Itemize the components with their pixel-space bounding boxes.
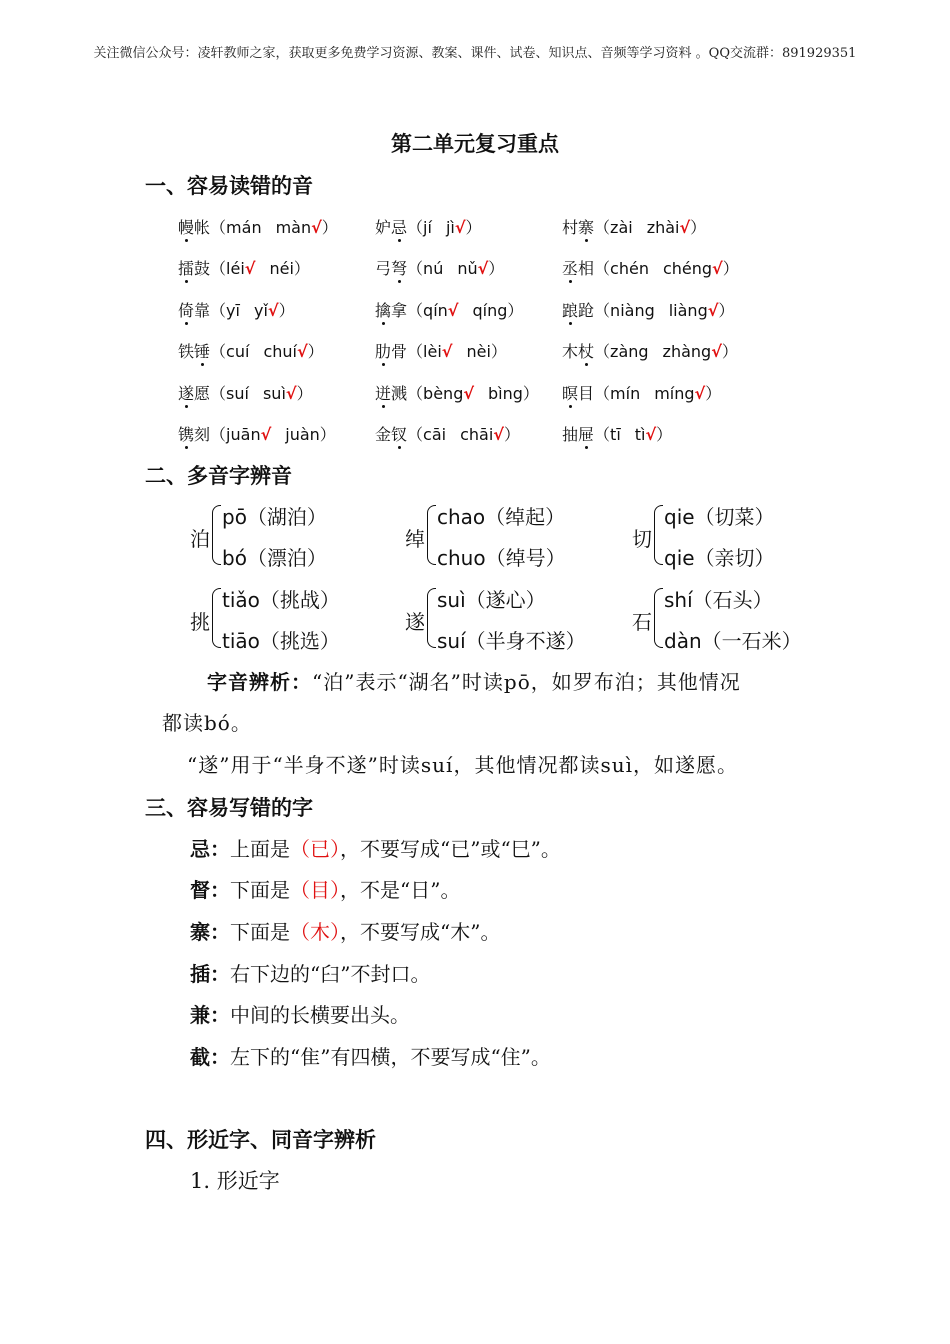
word-char: 抽 — [562, 425, 579, 444]
pinyin-item — [562, 215, 706, 238]
analysis-text-1: “泊”表示“湖名”时读pō，如罗布泊；其他情况 — [312, 670, 741, 694]
reading-2 — [664, 542, 775, 571]
word-char: 骨 — [391, 342, 408, 361]
open-paren: （ — [594, 301, 611, 320]
pinyin-item — [562, 381, 721, 404]
close-paren: ） — [507, 301, 524, 320]
pinyin-item — [178, 298, 295, 321]
open-paren: （ — [594, 218, 611, 237]
brace — [654, 505, 663, 565]
wrong-char-item — [190, 1041, 551, 1070]
pinyin-option-a: lèi — [423, 342, 442, 361]
word-char: 目 — [578, 384, 595, 403]
correct-part: （木） — [290, 920, 340, 944]
pinyin-item — [375, 298, 523, 321]
reading-word: （挑选） — [259, 629, 340, 653]
analysis-line-3: “遂”用于“半身不遂”时读suí，其他情况都读suì，如遂愿。 — [187, 753, 738, 777]
open-paren: （ — [210, 259, 227, 278]
word-char: 拿 — [391, 301, 408, 320]
wrong-char-item — [190, 999, 410, 1028]
reading-2 — [437, 625, 586, 654]
pinyin-item — [178, 215, 338, 238]
reading-word: （遂心） — [465, 588, 546, 612]
reading-word: （绰号） — [485, 546, 566, 570]
pinyin-option-a: tī — [610, 425, 621, 444]
check-mark: √ — [285, 384, 297, 403]
reading-word: （湖泊） — [246, 505, 327, 529]
reading-pinyin: suí — [437, 629, 466, 653]
close-paren: ） — [488, 259, 505, 278]
close-paren: ） — [490, 342, 507, 361]
reading-1 — [437, 501, 565, 530]
word-char-dotted: 屉 — [578, 425, 595, 444]
close-paren: ） — [321, 218, 338, 237]
close-paren: ） — [278, 301, 295, 320]
reading-pinyin: qie — [664, 505, 695, 529]
reading-pinyin: suì — [437, 588, 466, 612]
word-char-dotted: 忌 — [391, 218, 408, 237]
check-mark: √ — [441, 342, 453, 361]
pinyin-option-b: liàng — [668, 301, 708, 320]
pinyin-option-b: chéng — [662, 259, 713, 278]
analysis-label: 字音辨析： — [207, 670, 312, 694]
subheading-similar-chars: 1. 形近字 — [190, 1169, 280, 1193]
open-paren: （ — [407, 342, 424, 361]
pinyin-option-a: juān — [226, 425, 261, 444]
close-paren: ） — [522, 384, 539, 403]
wrong-char-note: 下面是 — [230, 920, 290, 944]
wrong-char-item — [190, 874, 460, 903]
polyphone-char: 泊 — [190, 527, 210, 551]
reading-1 — [222, 584, 340, 613]
close-paren: ） — [690, 218, 707, 237]
pinyin-option-b: chuí — [263, 342, 297, 361]
check-mark: √ — [493, 425, 504, 444]
section-heading-2: 二、多音字辨音 — [145, 463, 292, 488]
reading-2 — [664, 625, 802, 654]
word-char: 刻 — [194, 425, 211, 444]
word-char-dotted: 锤 — [194, 342, 211, 361]
word-char-dotted: 寨 — [578, 218, 595, 237]
analysis-line-2: 都读bó。 — [162, 711, 252, 735]
pinyin-item — [178, 422, 336, 445]
word-char-dotted: 擒 — [375, 301, 392, 320]
correct-part: （目） — [290, 878, 340, 902]
pinyin-option-b: suì — [262, 384, 286, 403]
pinyin-option-b: jì — [445, 218, 455, 237]
wrong-char-note-2: ，不要写成“已”或“巳”。 — [340, 837, 561, 861]
pinyin-option-b: chāi — [460, 425, 494, 444]
wrong-char-note: 中间的长横要出头。 — [230, 1003, 410, 1027]
word-char: 靠 — [194, 301, 211, 320]
word-char: 金 — [375, 425, 392, 444]
reading-word: （挑战） — [259, 588, 340, 612]
close-paren: ） — [296, 384, 313, 403]
open-paren: （ — [407, 259, 424, 278]
correct-part: （已） — [290, 837, 340, 861]
reading-pinyin: pō — [222, 505, 247, 529]
open-paren: （ — [594, 425, 611, 444]
pinyin-option-b: juàn — [285, 425, 320, 444]
brace — [212, 505, 221, 565]
pinyin-option-b: màn — [275, 218, 312, 237]
wrong-char: 截： — [190, 1045, 230, 1069]
pinyin-option-a: suí — [226, 384, 249, 403]
reading-2 — [222, 542, 327, 571]
brace — [427, 505, 436, 565]
word-char: 铁 — [178, 342, 195, 361]
close-paren: ） — [722, 259, 739, 278]
polyphone-char: 切 — [632, 527, 652, 551]
check-mark: √ — [267, 301, 279, 320]
check-mark: √ — [260, 425, 272, 444]
pinyin-option-b: yǐ — [253, 301, 268, 320]
polyphone-char: 绰 — [405, 527, 425, 551]
reading-pinyin: qie — [664, 546, 695, 570]
check-mark: √ — [711, 342, 722, 361]
open-paren: （ — [594, 384, 611, 403]
section-heading-4: 四、形近字、同音字辨析 — [145, 1127, 376, 1152]
close-paren: ） — [465, 218, 482, 237]
reading-1 — [664, 584, 773, 613]
close-paren: ） — [721, 342, 738, 361]
pinyin-option-a: mán — [226, 218, 262, 237]
pinyin-option-a: cuí — [226, 342, 250, 361]
check-mark: √ — [645, 425, 657, 444]
pinyin-option-a: qín — [423, 301, 448, 320]
pinyin-item — [562, 298, 734, 321]
pinyin-item — [562, 256, 739, 279]
word-char-dotted: 迸 — [375, 384, 392, 403]
check-mark: √ — [463, 384, 475, 403]
pinyin-option-b: néi — [269, 259, 294, 278]
pinyin-item — [178, 339, 324, 362]
reading-pinyin: tiǎo — [222, 588, 260, 612]
close-paren: ） — [319, 425, 336, 444]
wrong-char-note-2: ，不是“日”。 — [340, 878, 461, 902]
reading-word: （一石米） — [701, 629, 802, 653]
reading-pinyin: chuo — [437, 546, 486, 570]
reading-pinyin: shí — [664, 588, 693, 612]
brace — [427, 588, 436, 648]
reading-pinyin: dàn — [664, 629, 702, 653]
close-paren: ） — [705, 384, 722, 403]
pinyin-item — [178, 256, 310, 279]
word-char: 村 — [562, 218, 579, 237]
reading-2 — [437, 542, 566, 571]
open-paren: （ — [210, 301, 227, 320]
word-char: 相 — [578, 259, 595, 278]
word-char: 跄 — [578, 301, 595, 320]
word-char-dotted: 弩 — [391, 259, 408, 278]
wrong-char: 督： — [190, 878, 230, 902]
word-char: 鼓 — [194, 259, 211, 278]
wrong-char-item — [190, 916, 500, 945]
section-heading-1: 一、容易读错的音 — [145, 173, 313, 198]
pinyin-option-a: yī — [226, 301, 240, 320]
word-char-dotted: 暝 — [562, 384, 579, 403]
pinyin-option-a: nú — [423, 259, 444, 278]
brace — [212, 588, 221, 648]
pinyin-option-a: cāi — [423, 425, 447, 444]
section-heading-3: 三、容易写错的字 — [145, 795, 313, 820]
pinyin-option-b: tì — [634, 425, 646, 444]
pinyin-option-a: zàng — [610, 342, 649, 361]
wrong-char-note: 左下的“隹”有四横，不要写成“住”。 — [230, 1045, 551, 1069]
reading-word: （亲切） — [694, 546, 775, 570]
word-char: 妒 — [375, 218, 392, 237]
open-paren: （ — [210, 342, 227, 361]
pinyin-item — [562, 422, 672, 445]
close-paren: ） — [718, 301, 735, 320]
open-paren: （ — [407, 301, 424, 320]
word-char-dotted: 擂 — [178, 259, 195, 278]
open-paren: （ — [407, 218, 424, 237]
pinyin-option-a: niàng — [610, 301, 655, 320]
check-mark: √ — [477, 259, 489, 278]
close-paren: ） — [503, 425, 520, 444]
pinyin-item — [375, 381, 539, 404]
pinyin-option-b: nǔ — [457, 259, 478, 278]
open-paren: （ — [210, 218, 227, 237]
word-char: 木 — [562, 342, 579, 361]
pinyin-option-b: nèi — [466, 342, 491, 361]
brace — [654, 588, 663, 648]
pinyin-item — [375, 256, 504, 279]
close-paren: ） — [293, 259, 310, 278]
analysis-line-1 — [207, 666, 741, 695]
pinyin-option-b: zhàng — [662, 342, 712, 361]
open-paren: （ — [594, 259, 611, 278]
check-mark: √ — [707, 301, 719, 320]
polyphone-char: 遂 — [405, 610, 425, 634]
word-char-dotted: 杖 — [578, 342, 595, 361]
check-mark: √ — [296, 342, 308, 361]
open-paren: （ — [210, 425, 227, 444]
check-mark: √ — [244, 259, 256, 278]
polyphone-char: 石 — [632, 610, 652, 634]
check-mark: √ — [679, 218, 691, 237]
pinyin-option-a: zài — [610, 218, 633, 237]
reading-word: （绰起） — [485, 505, 566, 529]
close-paren: ） — [656, 425, 673, 444]
pinyin-item — [562, 339, 738, 362]
reading-1 — [437, 584, 546, 613]
reading-word: （半身不遂） — [465, 629, 586, 653]
reading-2 — [222, 625, 340, 654]
reading-pinyin: tiāo — [222, 629, 260, 653]
wrong-char-note: 下面是 — [230, 878, 290, 902]
wrong-char-item — [190, 958, 430, 987]
pinyin-option-a: léi — [226, 259, 245, 278]
reading-word: （漂泊） — [246, 546, 327, 570]
pinyin-option-b: míng — [654, 384, 695, 403]
word-char: 帐 — [194, 218, 211, 237]
word-char: 弓 — [375, 259, 392, 278]
word-char-dotted: 幔 — [178, 218, 195, 237]
open-paren: （ — [407, 384, 424, 403]
word-char-dotted: 镌 — [178, 425, 195, 444]
page-title: 第二单元复习重点 — [391, 131, 559, 156]
close-paren: ） — [307, 342, 324, 361]
word-char-dotted: 遂 — [178, 384, 195, 403]
pinyin-option-a: chén — [610, 259, 649, 278]
reading-word: （切菜） — [694, 505, 775, 529]
check-mark: √ — [311, 218, 322, 237]
word-char-dotted: 踉 — [562, 301, 579, 320]
reading-1 — [664, 501, 775, 530]
wrong-char: 兼： — [190, 1003, 230, 1027]
wrong-char: 忌： — [190, 837, 230, 861]
check-mark: √ — [694, 384, 706, 403]
pinyin-item — [375, 215, 482, 238]
reading-pinyin: chao — [437, 505, 486, 529]
word-char: 溅 — [391, 384, 408, 403]
open-paren: （ — [594, 342, 611, 361]
wrong-char: 寨： — [190, 920, 230, 944]
word-char-dotted: 倚 — [178, 301, 195, 320]
word-char-dotted: 钗 — [391, 425, 408, 444]
word-char-dotted: 肋 — [375, 342, 392, 361]
pinyin-item — [375, 339, 507, 362]
wrong-char: 插： — [190, 962, 230, 986]
pinyin-option-a: jí — [423, 218, 432, 237]
open-paren: （ — [407, 425, 424, 444]
check-mark: √ — [712, 259, 723, 278]
word-char-dotted: 丞 — [562, 259, 579, 278]
wrong-char-note: 右下边的“臼”不封口。 — [230, 962, 431, 986]
word-char: 愿 — [194, 384, 211, 403]
page-header: 关注微信公众号：凌轩教师之家，获取更多免费学习资源、教案、课件、试卷、知识点、音频等学习资料 。QQ交流群：891929351 — [93, 46, 857, 61]
reading-word: （石头） — [692, 588, 773, 612]
pinyin-option-b: bìng — [488, 384, 523, 403]
check-mark: √ — [454, 218, 466, 237]
polyphone-char: 挑 — [190, 610, 210, 634]
pinyin-option-a: mín — [610, 384, 641, 403]
pinyin-item — [375, 422, 520, 445]
check-mark: √ — [447, 301, 459, 320]
wrong-char-item — [190, 833, 561, 862]
reading-1 — [222, 501, 327, 530]
wrong-char-note-2: ，不要写成“木”。 — [340, 920, 501, 944]
open-paren: （ — [210, 384, 227, 403]
pinyin-item — [178, 381, 313, 404]
reading-pinyin: bó — [222, 546, 247, 570]
wrong-char-note: 上面是 — [230, 837, 290, 861]
pinyin-option-b: zhài — [646, 218, 680, 237]
pinyin-option-b: qíng — [472, 301, 508, 320]
pinyin-option-a: bèng — [423, 384, 464, 403]
